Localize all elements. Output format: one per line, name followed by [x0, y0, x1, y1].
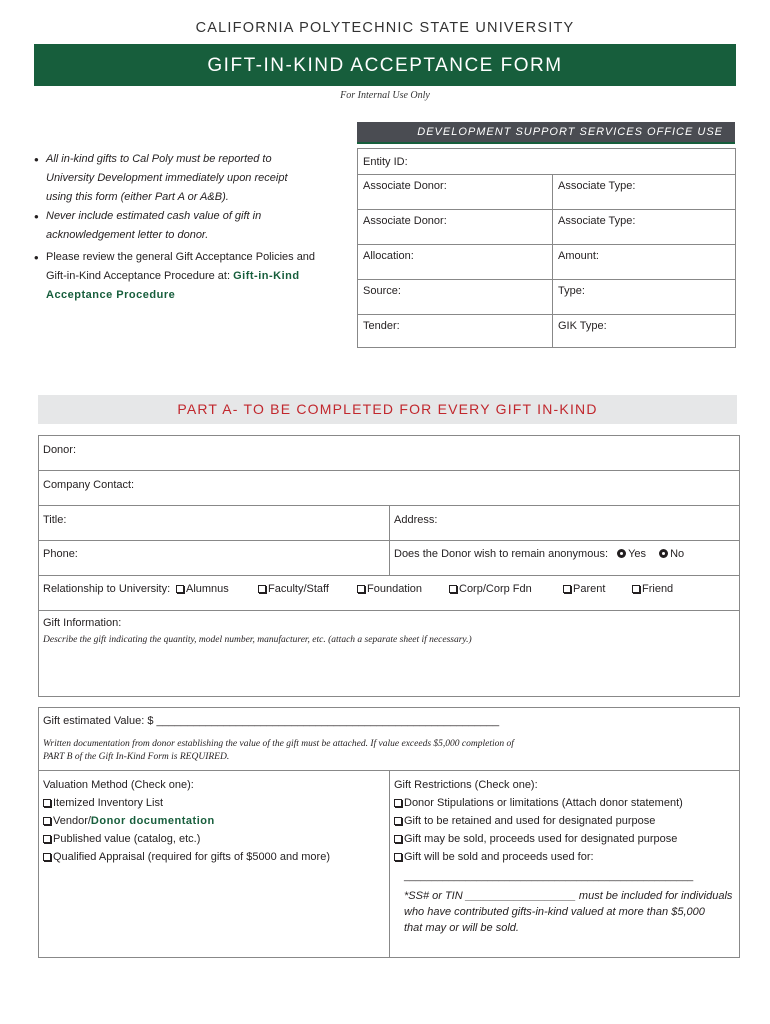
associate-type-2-label[interactable]: Associate Type: [558, 215, 636, 227]
associate-type-1-label[interactable]: Associate Type: [558, 180, 636, 192]
anonymous-no-option[interactable]: No [659, 548, 684, 560]
rel-foundation-checkbox[interactable]: Foundation [357, 583, 422, 595]
phone-field[interactable]: Phone: [43, 548, 78, 560]
restr-sold-for-checkbox[interactable]: Gift will be sold and proceeds used for: [394, 851, 594, 863]
relationship-label: Relationship to University: [43, 583, 171, 595]
sold-for-blank-line[interactable]: ____________________________________________________ [404, 871, 694, 882]
checkbox-icon [357, 585, 365, 593]
university-name: CALIFORNIA POLYTECHNIC STATE UNIVERSITY [195, 20, 575, 36]
checkbox-icon [563, 585, 571, 593]
radio-icon [617, 549, 626, 558]
internal-use-note: For Internal Use Only [340, 90, 430, 101]
method-vendor-checkbox[interactable]: Vendor/Donor documentation [43, 815, 215, 827]
title-field[interactable]: Title: [43, 514, 67, 526]
checkbox-icon [43, 835, 51, 843]
written-doc-note-1: Written documentation from donor establishing the value of the gift must be attached. If value exceeds $5,000 completion of [43, 739, 514, 749]
method-itemized-checkbox[interactable]: Itemized Inventory List [43, 797, 163, 809]
anonymous-yes-option[interactable]: Yes [617, 548, 646, 560]
estimated-value-field[interactable]: Gift estimated Value: $ ________________________________________________________ [43, 715, 500, 727]
radio-icon [659, 549, 668, 558]
gift-information-field[interactable]: Gift Information: [43, 617, 122, 629]
checkbox-icon [258, 585, 266, 593]
instructions-list [34, 150, 334, 305]
checkbox-icon [394, 835, 402, 843]
associate-donor-2-label[interactable]: Associate Donor: [363, 215, 447, 227]
bullet-icon: • [34, 250, 39, 265]
rel-corp-checkbox[interactable]: Corp/Corp Fdn [449, 583, 532, 595]
office-use-header: DEVELOPMENT SUPPORT SERVICES OFFICE USE [357, 122, 735, 144]
tender-label[interactable]: Tender: [363, 320, 400, 332]
checkbox-icon [394, 817, 402, 825]
donor-field[interactable]: Donor: [43, 444, 77, 456]
anonymous-question: Does the Donor wish to remain anonymous: Yes No [394, 548, 685, 560]
source-label[interactable]: Source: [363, 285, 401, 297]
gift-information-hint: Describe the gift indicating the quantity, model number, manufacturer, etc. (attach a separate sheet if necessary.) [43, 635, 472, 645]
entity-id-label[interactable]: Entity ID: [363, 156, 408, 168]
valuation-box [38, 707, 740, 958]
valuation-method-title: Valuation Method (Check one): [43, 779, 194, 791]
gift-restrictions-title: Gift Restrictions (Check one): [394, 779, 538, 791]
donor-documentation-link[interactable]: Donor documentation [90, 815, 215, 827]
part-a-box [38, 435, 740, 697]
associate-donor-1-label[interactable]: Associate Donor: [363, 180, 447, 192]
type-label[interactable]: Type: [558, 285, 585, 297]
acceptance-procedure-link[interactable]: Acceptance Procedure [46, 289, 176, 301]
checkbox-icon [394, 799, 402, 807]
bullet-icon: • [34, 209, 39, 224]
rel-alumnus-checkbox[interactable]: Alumnus [176, 583, 229, 595]
address-field[interactable]: Address: [394, 514, 438, 526]
rel-faculty-checkbox[interactable]: Faculty/Staff [258, 583, 329, 595]
restr-sold-designated-checkbox[interactable]: Gift may be sold, proceeds used for designated purpose [394, 833, 677, 845]
checkbox-icon [449, 585, 457, 593]
form-title-banner: GIFT-IN-KIND ACCEPTANCE FORM [34, 44, 736, 86]
instruction-item: • All in-kind gifts to Cal Poly must be reported to University Development immediately upon receipt using this form (either Part A or A&B). [34, 152, 288, 203]
method-appraisal-checkbox[interactable]: Qualified Appraisal (required for gifts of $5000 and more) [43, 851, 330, 863]
instruction-item: • Please review the general Gift Acceptance Policies and Gift-in-Kind Acceptance Procedure at: Gift-in-Kind Acceptance Procedure [34, 248, 334, 305]
rel-parent-checkbox[interactable]: Parent [563, 583, 605, 595]
part-a-heading: PART A- TO BE COMPLETED FOR EVERY GIFT IN-KIND [38, 395, 737, 424]
ssn-note-2: who have contributed gifts-in-kind valued at more than $5,000 [404, 906, 705, 918]
instruction-item: • Never include estimated cash value of gift in acknowledgement letter to donor. [34, 209, 262, 241]
method-published-checkbox[interactable]: Published value (catalog, etc.) [43, 833, 200, 845]
amount-label[interactable]: Amount: [558, 250, 599, 262]
company-contact-field[interactable]: Company Contact: [43, 479, 135, 491]
checkbox-icon [632, 585, 640, 593]
checkbox-icon [43, 817, 51, 825]
rel-friend-checkbox[interactable]: Friend [632, 583, 673, 595]
checkbox-icon [394, 853, 402, 861]
written-doc-note-2: PART B of the Gift In-Kind Form is REQUIRED. [43, 752, 230, 762]
bullet-icon: • [34, 152, 39, 167]
allocation-label[interactable]: Allocation: [363, 250, 414, 262]
gik-type-label[interactable]: GIK Type: [558, 320, 607, 332]
office-use-box [357, 148, 736, 348]
ssn-note-3: that may or will be sold. [404, 922, 519, 934]
checkbox-icon [43, 799, 51, 807]
checkbox-icon [176, 585, 184, 593]
restr-stipulations-checkbox[interactable]: Donor Stipulations or limitations (Attach donor statement) [394, 797, 683, 809]
checkbox-icon [43, 853, 51, 861]
ssn-note-1: *SS# or TIN __________________ must be included for individuals [404, 890, 733, 902]
gift-in-kind-link[interactable]: Gift-in-Kind [233, 270, 300, 282]
restr-retained-checkbox[interactable]: Gift to be retained and used for designated purpose [394, 815, 655, 827]
